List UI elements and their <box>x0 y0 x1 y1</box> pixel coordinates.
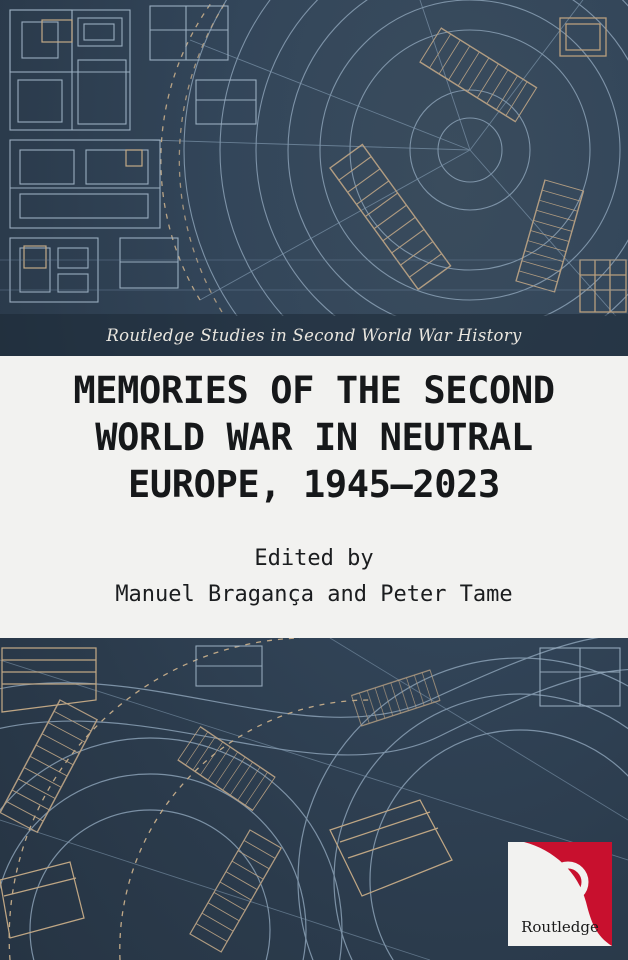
editor-names: Manuel Bragança and Peter Tame <box>115 581 513 607</box>
svg-text:Routledge: Routledge <box>521 918 599 936</box>
title-block <box>0 368 628 611</box>
routledge-logo-icon <box>508 842 612 946</box>
title-line-2: WORLD WAR IN NEUTRAL <box>95 415 533 459</box>
page-title <box>28 368 600 509</box>
routledge-logo <box>508 842 612 946</box>
byline <box>28 543 600 611</box>
series-title: Routledge Studies in Second World War History <box>106 325 522 345</box>
series-band <box>0 314 628 356</box>
title-line-3: EUROPE, 1945–2023 <box>128 462 500 506</box>
edited-by-label: Edited by <box>254 545 374 571</box>
title-line-1: MEMORIES OF THE SECOND <box>73 369 555 412</box>
